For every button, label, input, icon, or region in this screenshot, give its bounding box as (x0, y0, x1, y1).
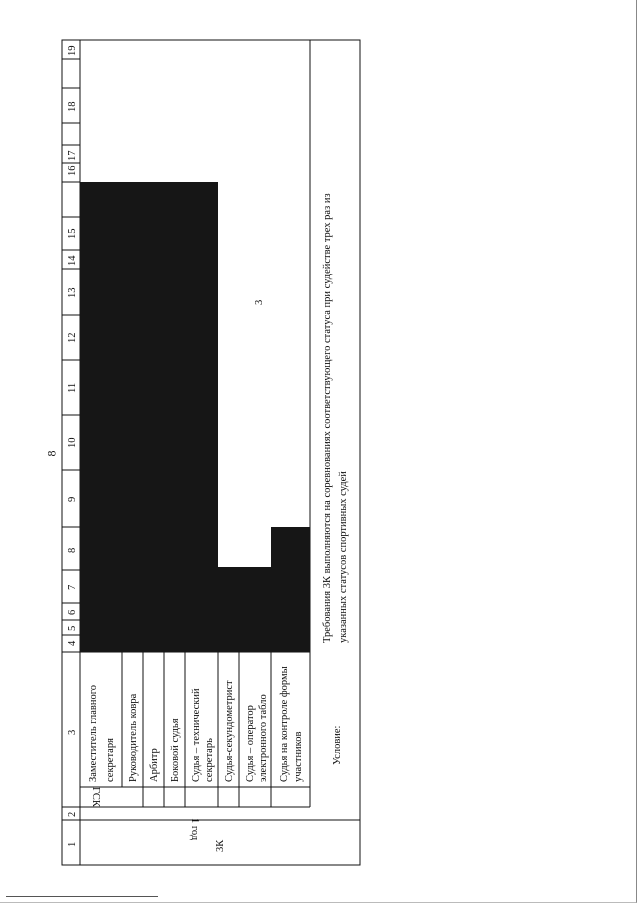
footnote-separator (6, 896, 158, 897)
role-scoreboard-1: Судья – оператор (245, 705, 256, 782)
role-arbiter: Арбитр (149, 748, 160, 782)
col-num-5: 5 (67, 625, 78, 631)
col-num-7: 7 (67, 584, 78, 590)
col-num-1: 1 (67, 841, 78, 847)
col-num-10: 10 (67, 437, 78, 448)
col-num-4: 4 (67, 640, 78, 646)
role-deputy-secretary-2: секретаря (105, 738, 116, 782)
role-scoreboard-2: электронного табло (258, 694, 269, 782)
role-tech-secretary-2: секретарь (204, 738, 215, 782)
col-num-18: 18 (67, 101, 78, 112)
col-num-17: 17 (67, 150, 78, 161)
condition-label: Условие: (332, 725, 343, 765)
col-num-2: 2 (67, 811, 78, 817)
col-num-3: 3 (67, 729, 78, 735)
role-mat-head: Руководитель ковра (128, 693, 139, 782)
condition-text-2: указанных статусов спортивных судей (338, 471, 349, 643)
level-label: 3К (215, 839, 226, 852)
col-num-9: 9 (67, 496, 78, 502)
role-uniform-control-2: участников (293, 731, 304, 782)
period-label: 1 год (189, 818, 200, 841)
page-number: 8 (44, 450, 59, 457)
role-side-judge: Боковой судья (170, 718, 181, 782)
group-label-gsk: ГСК (90, 787, 101, 807)
col-num-14: 14 (67, 255, 78, 266)
col-num-6: 6 (67, 609, 78, 615)
col-num-13: 13 (67, 287, 78, 298)
role-tech-secretary-1: Судья – технический (191, 688, 202, 782)
col-num-12: 12 (67, 332, 78, 343)
filled-cells-mid (218, 567, 271, 652)
condition-text-1: Требования 3К выполняются на соревнованиях соответствующего статуса при судействе трех раз из (322, 193, 333, 643)
role-deputy-secretary-1: Заместитель главного (88, 684, 99, 782)
col-num-8: 8 (67, 547, 78, 553)
role-timekeeper: Судья-секундометрист (224, 680, 235, 782)
filled-cells-low (271, 527, 310, 652)
role-uniform-control-1: Судья на контроле формы (279, 666, 290, 782)
col-num-19: 19 (67, 45, 78, 56)
col-num-15: 15 (67, 228, 78, 239)
filled-cells-top (80, 182, 218, 652)
col-num-16: 16 (67, 165, 78, 176)
merged-cell-value: 3 (254, 299, 265, 305)
col-num-11: 11 (67, 382, 78, 393)
